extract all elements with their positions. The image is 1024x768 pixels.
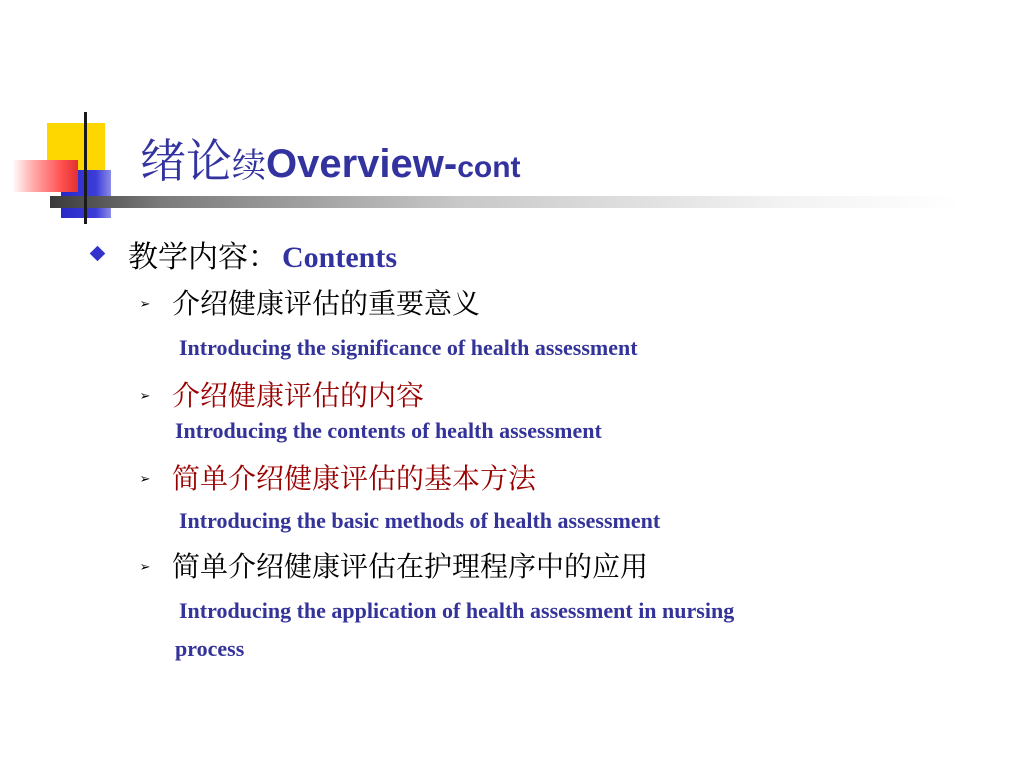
title-english: Overview-: [266, 142, 458, 186]
decoration-horizontal-rule: [50, 196, 960, 208]
title-chinese-cont: 续: [232, 146, 266, 186]
title-english-cont: cont: [457, 151, 521, 184]
arrow-bullet-icon: ➢: [139, 560, 151, 575]
list-item-english: Introducing the significance of health assessment: [179, 335, 638, 360]
title-chinese: 绪论: [140, 134, 232, 188]
section-label-chinese: 教学内容：: [128, 240, 278, 275]
list-item-english: Introducing the contents of health assessment: [175, 418, 602, 443]
decoration-red-gradient-bar: [12, 160, 78, 192]
list-item-english: Introducing the application of health assessment in nursing: [179, 598, 735, 623]
list-item-english: Introducing the basic methods of health assessment: [179, 508, 661, 533]
list-item-english-continuation: process: [175, 636, 245, 661]
list-item-chinese: 简单介绍健康评估的基本方法: [172, 462, 537, 495]
arrow-bullet-icon: ➢: [139, 472, 151, 487]
diamond-bullet-icon: [90, 246, 106, 262]
slide-title: [140, 125, 521, 195]
section-label-english: Contents: [282, 241, 398, 274]
list-item-chinese: 介绍健康评估的内容: [172, 379, 425, 412]
arrow-bullet-icon: ➢: [139, 297, 151, 312]
decoration-vertical-rule: [84, 112, 87, 224]
arrow-bullet-icon: ➢: [139, 389, 151, 404]
list-item-chinese: 介绍健康评估的重要意义: [172, 287, 481, 320]
list-item-chinese: 简单介绍健康评估在护理程序中的应用: [172, 550, 649, 583]
section-heading: [128, 232, 397, 276]
